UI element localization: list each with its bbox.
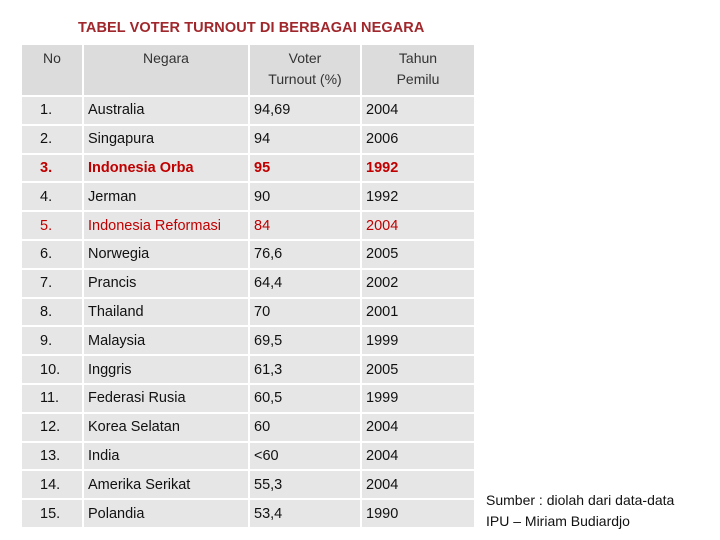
cell-turnout: 90 — [249, 182, 361, 211]
voter-turnout-table — [20, 43, 476, 529]
table-row — [21, 413, 475, 442]
header-turnout-line1: Voter — [288, 50, 322, 66]
table-row — [21, 470, 475, 499]
cell-negara: Norwegia — [83, 240, 249, 269]
header-no: No — [21, 44, 83, 96]
cell-tahun: 2002 — [361, 269, 475, 298]
cell-turnout: 60 — [249, 413, 361, 442]
cell-turnout: 70 — [249, 298, 361, 327]
table-row — [21, 154, 475, 183]
cell-negara: Amerika Serikat — [83, 470, 249, 499]
cell-tahun: 2004 — [361, 442, 475, 471]
cell-no: 5. — [21, 211, 83, 240]
cell-negara: Malaysia — [83, 326, 249, 355]
header-negara: Negara — [83, 44, 249, 96]
cell-no: 11. — [21, 384, 83, 413]
cell-negara: Prancis — [83, 269, 249, 298]
cell-negara: Jerman — [83, 182, 249, 211]
cell-tahun: 1992 — [361, 154, 475, 183]
cell-tahun: 2004 — [361, 96, 475, 125]
header-tahun-line2: Pemilu — [396, 71, 440, 87]
cell-no: 9. — [21, 326, 83, 355]
cell-tahun: 1999 — [361, 384, 475, 413]
cell-negara: Korea Selatan — [83, 413, 249, 442]
table-row — [21, 384, 475, 413]
cell-no: 2. — [21, 125, 83, 154]
table-row — [21, 355, 475, 384]
cell-tahun: 1990 — [361, 499, 475, 528]
cell-no: 1. — [21, 96, 83, 125]
table-row — [21, 499, 475, 528]
cell-negara: Thailand — [83, 298, 249, 327]
cell-tahun: 2001 — [361, 298, 475, 327]
cell-negara: Federasi Rusia — [83, 384, 249, 413]
cell-turnout: 69,5 — [249, 326, 361, 355]
table-title: TABEL VOTER TURNOUT DI BERBAGAI NEGARA — [78, 20, 425, 36]
cell-turnout: 95 — [249, 154, 361, 183]
source-note — [486, 490, 674, 532]
cell-negara: Inggris — [83, 355, 249, 384]
cell-negara: Polandia — [83, 499, 249, 528]
cell-turnout: 64,4 — [249, 269, 361, 298]
cell-no: 8. — [21, 298, 83, 327]
cell-negara: Indonesia Orba — [83, 154, 249, 183]
table-row — [21, 125, 475, 154]
header-tahun-line1: Tahun — [398, 50, 438, 66]
cell-turnout: 61,3 — [249, 355, 361, 384]
table-row — [21, 182, 475, 211]
cell-no: 7. — [21, 269, 83, 298]
cell-turnout: 60,5 — [249, 384, 361, 413]
table-row — [21, 442, 475, 471]
cell-negara: Australia — [83, 96, 249, 125]
header-voter-turnout — [249, 44, 361, 96]
table-body — [21, 96, 475, 528]
cell-tahun: 2005 — [361, 240, 475, 269]
table-row — [21, 211, 475, 240]
cell-turnout: <60 — [249, 442, 361, 471]
cell-tahun: 2004 — [361, 470, 475, 499]
source-line1: Sumber : diolah dari data-data — [486, 492, 675, 508]
cell-turnout: 84 — [249, 211, 361, 240]
cell-tahun: 1999 — [361, 326, 475, 355]
cell-tahun: 2006 — [361, 125, 475, 154]
cell-no: 13. — [21, 442, 83, 471]
cell-no: 12. — [21, 413, 83, 442]
cell-turnout: 55,3 — [249, 470, 361, 499]
cell-tahun: 2004 — [361, 211, 475, 240]
cell-no: 15. — [21, 499, 83, 528]
table-row — [21, 298, 475, 327]
cell-negara: India — [83, 442, 249, 471]
cell-no: 14. — [21, 470, 83, 499]
cell-turnout: 94 — [249, 125, 361, 154]
table-row — [21, 269, 475, 298]
cell-no: 3. — [21, 154, 83, 183]
table-row — [21, 326, 475, 355]
cell-negara: Singapura — [83, 125, 249, 154]
header-turnout-line2: Turnout (%) — [268, 71, 342, 87]
cell-turnout: 53,4 — [249, 499, 361, 528]
cell-no: 4. — [21, 182, 83, 211]
cell-negara: Indonesia Reformasi — [83, 211, 249, 240]
cell-no: 6. — [21, 240, 83, 269]
cell-tahun: 1992 — [361, 182, 475, 211]
header-tahun-pemilu — [361, 44, 475, 96]
cell-no: 10. — [21, 355, 83, 384]
cell-turnout: 76,6 — [249, 240, 361, 269]
table-row — [21, 96, 475, 125]
table-header-row — [21, 44, 475, 96]
cell-tahun: 2004 — [361, 413, 475, 442]
cell-turnout: 94,69 — [249, 96, 361, 125]
source-line2: IPU – Miriam Budiardjo — [486, 513, 630, 529]
table-row — [21, 240, 475, 269]
cell-tahun: 2005 — [361, 355, 475, 384]
